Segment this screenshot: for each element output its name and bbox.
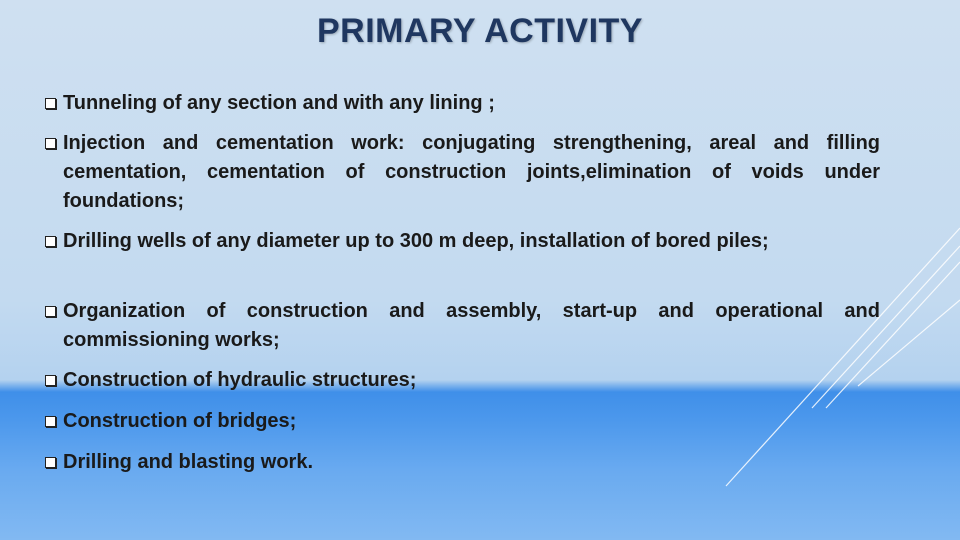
list-item-text: Injection and cementation work: conjugating strengthening, areal and filling cementation, cementation of construction joints,elimination of voids under foundations; [63,132,880,212]
list-item-text: Construction of hydraulic structures; [63,369,417,391]
list-item [45,297,880,355]
list-item [45,448,880,477]
square-bullet-icon [45,138,56,149]
list-item [45,366,880,395]
page-title: PRIMARY ACTIVITY [317,12,643,50]
square-bullet-icon [45,375,56,386]
list-item-text: Construction of bridges; [63,410,297,432]
list-item [45,129,880,216]
square-bullet-icon [45,306,56,317]
list-item-text: Organization of construction and assembly, start-up and operational and commissioning works; [63,300,880,351]
square-bullet-icon [45,416,56,427]
list-item [45,407,880,436]
list-item [45,89,880,118]
list-item-text: Drilling wells of any diameter up to 300 m deep, installation of bored piles; [63,230,769,252]
list-item-text: Tunneling of any section and with any lining ; [63,92,495,114]
list-item [45,227,880,256]
square-bullet-icon [45,236,56,247]
square-bullet-icon [45,457,56,468]
list-item-text: Drilling and blasting work. [63,451,314,473]
square-bullet-icon [45,98,56,109]
